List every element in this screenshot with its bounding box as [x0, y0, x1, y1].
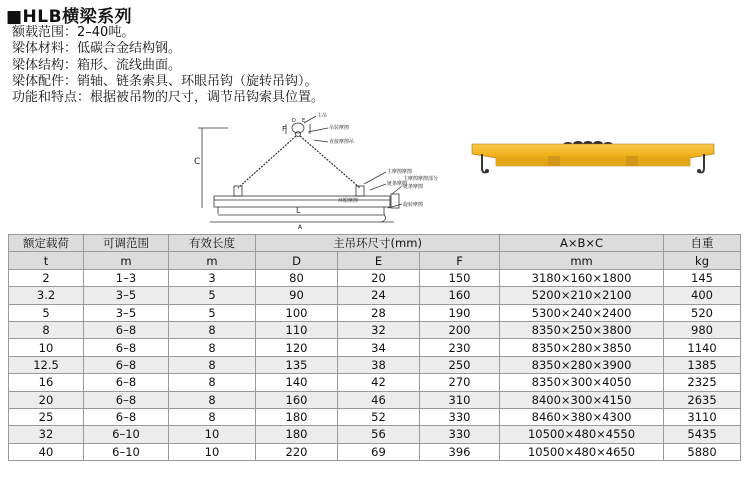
- cell-d: 160: [256, 391, 338, 408]
- cell-dims: 8350×250×3800: [500, 321, 664, 338]
- cell-d: 120: [256, 339, 338, 356]
- cell-load: 3.2: [9, 287, 84, 304]
- cell-e: 34: [338, 339, 420, 356]
- cell-range: 6–8: [84, 339, 169, 356]
- col-rated-load: 额定载荷: [9, 235, 84, 252]
- spec-accessories: 梁体配件：销轴、链条索具、环眼吊钩（旋转吊钩）。: [12, 73, 318, 89]
- cell-range: 6–8: [84, 408, 169, 425]
- spec-material: 梁体材料：低碳合金结构钢。: [12, 41, 182, 57]
- cell-d: 90: [256, 287, 338, 304]
- unit-m-length: m: [169, 252, 256, 269]
- cell-range: 3–5: [84, 304, 169, 321]
- spec-features: 功能和特点：根据被吊物的尺寸，调节吊钩索具位置。: [12, 90, 325, 106]
- cell-length: 5: [169, 287, 256, 304]
- cell-weight: 1385: [664, 356, 741, 373]
- cell-dims: 8350×300×4050: [500, 374, 664, 391]
- cell-range: 6–8: [84, 391, 169, 408]
- cell-range: 6–8: [84, 321, 169, 338]
- cell-length: 8: [169, 321, 256, 338]
- cell-weight: 980: [664, 321, 741, 338]
- beam-product-image: [468, 122, 718, 184]
- cell-f: 310: [420, 391, 500, 408]
- cell-f: 230: [420, 339, 500, 356]
- cell-e: 42: [338, 374, 420, 391]
- dim-a-label: A: [298, 224, 303, 231]
- cell-d: 220: [256, 443, 338, 460]
- cell-f: 330: [420, 426, 500, 443]
- unit-kg: kg: [664, 252, 741, 269]
- table-units-row: [9, 252, 741, 269]
- cell-length: 8: [169, 339, 256, 356]
- cell-d: 110: [256, 321, 338, 338]
- cell-load: 20: [9, 391, 84, 408]
- cell-dims: 10500×480×4650: [500, 443, 664, 460]
- col-weight: 自重: [664, 235, 741, 252]
- callout-swivel: 旋转摩擦: [403, 202, 424, 208]
- cell-dims: 8350×280×3900: [500, 356, 664, 373]
- cell-range: 1–3: [84, 269, 169, 286]
- cell-dims: 8460×380×4300: [500, 408, 664, 425]
- callout-main-hook: 主吊: [317, 113, 328, 119]
- cell-weight: 5435: [664, 426, 741, 443]
- cell-dims: 8400×300×4150: [500, 391, 664, 408]
- cell-length: 5: [169, 304, 256, 321]
- cell-weight: 2325: [664, 374, 741, 391]
- table-row: [9, 426, 741, 443]
- callout-chain-friction: 链条摩擦: [387, 181, 408, 187]
- table-row: [9, 339, 741, 356]
- cell-d: 140: [256, 374, 338, 391]
- table-row: [9, 356, 741, 373]
- cell-weight: 520: [664, 304, 741, 321]
- cell-f: 250: [420, 356, 500, 373]
- cell-weight: 3110: [664, 408, 741, 425]
- callout-chain: 链条摩擦: [403, 184, 424, 190]
- col-main-ring: 主吊环尺寸(mm): [256, 235, 500, 252]
- callout-hook-friction: 吊装摩擦: [329, 125, 350, 131]
- cell-load: 5: [9, 304, 84, 321]
- unit-f: F: [420, 252, 500, 269]
- cell-length: 10: [169, 443, 256, 460]
- cell-dims: 8350×280×3850: [500, 339, 664, 356]
- cell-range: 6–8: [84, 374, 169, 391]
- cell-f: 330: [420, 408, 500, 425]
- cell-dims: 10500×480×4550: [500, 426, 664, 443]
- cell-e: 28: [338, 304, 420, 321]
- cell-d: 100: [256, 304, 338, 321]
- spec-load-range: 额载范围：2–40吨。: [12, 25, 135, 40]
- cell-load: 25: [9, 408, 84, 425]
- cell-weight: 2635: [664, 391, 741, 408]
- cell-d: 180: [256, 408, 338, 425]
- cell-weight: 400: [664, 287, 741, 304]
- cell-e: 52: [338, 408, 420, 425]
- table-row: [9, 374, 741, 391]
- cell-e: 69: [338, 443, 420, 460]
- cell-weight: 1140: [664, 339, 741, 356]
- cell-e: 20: [338, 269, 420, 286]
- unit-t: t: [9, 252, 84, 269]
- cell-dims: 5300×240×2400: [500, 304, 664, 321]
- cell-load: 8: [9, 321, 84, 338]
- cell-length: 8: [169, 408, 256, 425]
- table-row: [9, 391, 741, 408]
- unit-mm: mm: [500, 252, 664, 269]
- dim-l-label: L: [296, 206, 301, 215]
- table-row: [9, 304, 741, 321]
- table-row: [9, 443, 741, 460]
- spec-list: [12, 25, 324, 106]
- table-row: [9, 321, 741, 338]
- cell-range: 6–10: [84, 426, 169, 443]
- beam-technical-drawing: [188, 112, 439, 231]
- unit-e: E: [338, 252, 420, 269]
- cell-load: 12.5: [9, 356, 84, 373]
- dim-d-label: D: [292, 118, 296, 124]
- cell-d: 80: [256, 269, 338, 286]
- cell-load: 2: [9, 269, 84, 286]
- cell-f: 190: [420, 304, 500, 321]
- cell-range: 3–5: [84, 287, 169, 304]
- cell-load: 10: [9, 339, 84, 356]
- cell-range: 6–10: [84, 443, 169, 460]
- col-adjust-range: 可调范围: [84, 235, 169, 252]
- cell-load: 40: [9, 443, 84, 460]
- cell-e: 46: [338, 391, 420, 408]
- cell-length: 8: [169, 374, 256, 391]
- spec-table: [8, 234, 741, 461]
- dim-e-label: E: [302, 118, 306, 124]
- spec-structure: 梁体结构：箱形、流线曲面。: [12, 57, 182, 73]
- table-row: [9, 408, 741, 425]
- cell-load: 32: [9, 426, 84, 443]
- col-axbxc: A×B×C: [500, 235, 664, 252]
- cell-f: 270: [420, 374, 500, 391]
- cell-e: 56: [338, 426, 420, 443]
- callout-main-part: 主摩擦摩擦部分: [403, 176, 439, 182]
- cell-length: 10: [169, 426, 256, 443]
- page-title: ■HLB横梁系列: [6, 7, 133, 27]
- cell-dims: 5200×210×2100: [500, 287, 664, 304]
- cell-weight: 5880: [664, 443, 741, 460]
- cell-dims: 3180×160×1800: [500, 269, 664, 286]
- cell-e: 24: [338, 287, 420, 304]
- callout-direct-friction: 直接摩擦吊: [329, 139, 355, 145]
- cell-range: 6–8: [84, 356, 169, 373]
- table-row: [9, 269, 741, 286]
- cell-e: 38: [338, 356, 420, 373]
- table-row: [9, 287, 741, 304]
- table-body: [9, 269, 741, 460]
- callout-main-friction: 主摩擦摩擦: [387, 169, 413, 175]
- cell-f: 200: [420, 321, 500, 338]
- table-header-row: [9, 235, 741, 252]
- callout-eye-hook: 环眼摩擦: [338, 198, 359, 204]
- cell-length: 8: [169, 356, 256, 373]
- unit-m-range: m: [84, 252, 169, 269]
- dim-f-label: F: [282, 125, 287, 133]
- cell-e: 32: [338, 321, 420, 338]
- dim-c-label: C: [194, 157, 201, 167]
- cell-weight: 145: [664, 269, 741, 286]
- cell-f: 150: [420, 269, 500, 286]
- cell-length: 3: [169, 269, 256, 286]
- unit-d: D: [256, 252, 338, 269]
- cell-load: 16: [9, 374, 84, 391]
- cell-f: 396: [420, 443, 500, 460]
- cell-d: 180: [256, 426, 338, 443]
- cell-length: 8: [169, 391, 256, 408]
- cell-d: 135: [256, 356, 338, 373]
- cell-f: 160: [420, 287, 500, 304]
- col-effective-length: 有效长度: [169, 235, 256, 252]
